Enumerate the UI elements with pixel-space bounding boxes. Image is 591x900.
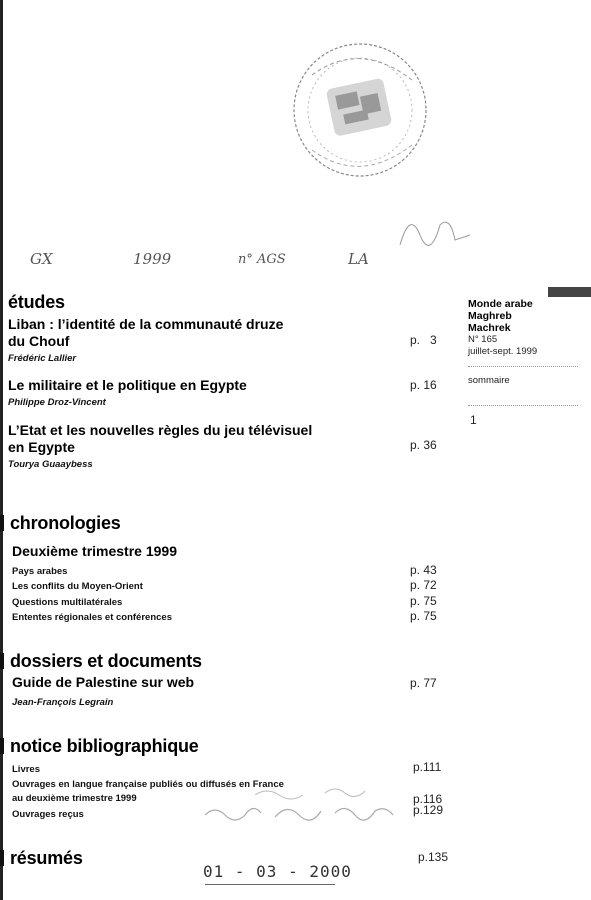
page-ref: p. 75: [410, 609, 437, 623]
section-title-etudes: études: [8, 292, 65, 312]
chronology-item: Les conflits du Moyen-Orient: [12, 581, 143, 592]
chronologies-subtitle: Deuxième trimestre 1999: [12, 543, 177, 559]
page-ref: p.129: [413, 803, 444, 817]
notice-item: Livres: [12, 764, 40, 775]
section-bar: [0, 653, 4, 669]
notice-item-cont: au deuxième trimestre 1999: [12, 793, 137, 804]
chronology-item: Questions multilatérales: [12, 597, 123, 608]
sidebar-journal: [468, 298, 537, 358]
article-title: du Chouf: [8, 333, 70, 349]
issue-period: juillet-sept. 1999: [468, 346, 538, 357]
page-ref: p. 43: [410, 563, 437, 577]
article-title: L’Etat et les nouvelles règles du jeu télévisuel: [8, 422, 313, 438]
journal-line: Monde arabe: [468, 298, 533, 310]
sidebar-ink-mark: [548, 287, 591, 297]
handwritten-ref-4: LA: [348, 250, 369, 268]
page-ref: p.135: [418, 850, 449, 864]
article-author: Frédéric Lallier: [8, 353, 77, 364]
chronology-item: Pays arabes: [12, 566, 68, 577]
article-item: [8, 316, 448, 364]
section-title-text: résumés: [10, 848, 83, 868]
page-ref: p. 72: [410, 578, 437, 592]
chronology-item: Ententes régionales et conférences: [12, 612, 172, 623]
issue-number: N° 165: [468, 334, 498, 345]
page-ref: p. 77: [410, 676, 437, 690]
handwriting-mark: [395, 205, 475, 250]
page-number: 1: [470, 413, 477, 427]
handwritten-ref-1: GX: [30, 250, 53, 268]
section-title-resumes: [0, 848, 83, 869]
section-bar: [0, 515, 4, 531]
section-title-chronologies: [0, 513, 121, 534]
section-title-dossiers: [0, 651, 202, 672]
article-item: [8, 377, 448, 408]
sidebar-divider: [468, 405, 578, 406]
article-author: Philippe Droz-Vincent: [8, 397, 106, 408]
page-ref: p. 36: [410, 438, 437, 452]
sidebar-divider: [468, 366, 578, 367]
page-ref: p.116: [413, 792, 443, 806]
page-ref: p. 3: [410, 333, 437, 347]
section-bar: [0, 738, 4, 754]
journal-line: Maghreb: [468, 310, 512, 322]
article-item: [8, 422, 448, 470]
notice-item: Ouvrages en langue française publiés ou diffusés en France: [12, 779, 284, 790]
article-author: Tourya Guaaybess: [8, 459, 93, 470]
journal-line: Machrek: [468, 322, 511, 334]
section-title-notice: [0, 736, 199, 757]
page-ref: p. 16: [410, 378, 437, 392]
handwritten-ref-2: 1999: [133, 250, 172, 268]
section-title-text: dossiers et documents: [10, 651, 202, 671]
article-author: Jean-François Legrain: [12, 697, 114, 708]
page-ref: p. 75: [410, 594, 437, 608]
article-title: Liban : l’identité de la communauté druze: [8, 316, 284, 332]
section-bar: [0, 850, 4, 866]
handwritten-ref-3: n° AGS: [238, 252, 286, 267]
notice-item: Ouvrages reçus: [12, 809, 84, 820]
page-ref: p.111: [413, 760, 442, 774]
section-title-text: chronologies: [10, 513, 121, 533]
section-title-text: notice bibliographique: [10, 736, 199, 756]
page-edge: [0, 0, 3, 900]
article-title: Le militaire et le politique en Egypte: [8, 377, 247, 393]
received-date: 01 - 03 - 2000: [203, 862, 352, 881]
section-label: sommaire: [468, 375, 510, 386]
article-title: en Egypte: [8, 439, 75, 455]
date-underline: [205, 884, 335, 885]
library-stamp: [272, 35, 442, 185]
arabic-handwriting: [195, 775, 435, 835]
article-title: Guide de Palestine sur web: [12, 674, 195, 690]
